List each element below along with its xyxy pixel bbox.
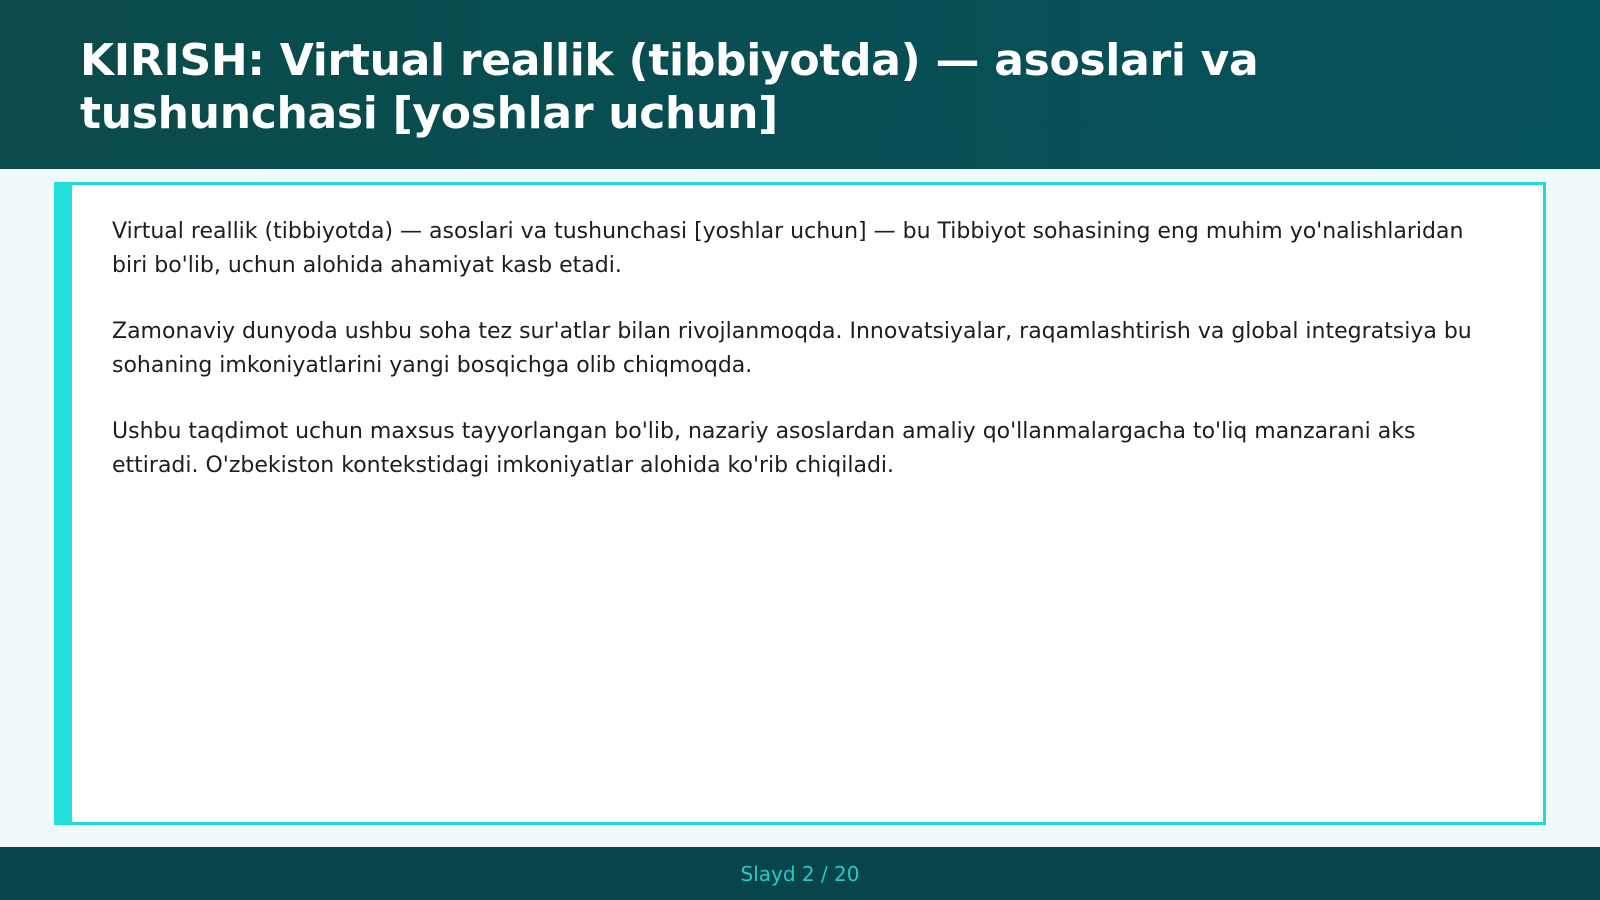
slide-number: Slayd 2 / 20 <box>740 861 860 886</box>
slide-header <box>0 0 1600 169</box>
content-body <box>112 215 1503 515</box>
slide-title: KIRISH: Virtual reallik (tibbiyotda) — asoslari va tushunchasi [yoshlar uchun] <box>80 35 1259 139</box>
paragraph-3: Ushbu taqdimot uchun maxsus tayyorlangan bo'lib, nazariy asoslardan amaliy qo'llanmalargacha to'liq manzarani aks ettiradi. O'zbekiston kontekstidagi imkoniyatlar alohida ko'rib chiqiladi. <box>112 419 1416 478</box>
content-card <box>54 182 1546 825</box>
slide-footer <box>0 847 1600 900</box>
paragraph-2: Zamonaviy dunyoda ushbu soha tez sur'atlar bilan rivojlanmoqda. Innovatsiyalar, raqamlashtirish va global integratsiya bu sohaning imkoniyatlarini yangi bosqichga olib chiqmoqda. <box>112 319 1472 378</box>
paragraph-1: Virtual reallik (tibbiyotda) — asoslari va tushunchasi [yoshlar uchun] — bu Tibbiyot sohasining eng muhim yo'nalishlaridan biri bo'lib, uchun alohida ahamiyat kasb etadi. <box>112 219 1464 278</box>
